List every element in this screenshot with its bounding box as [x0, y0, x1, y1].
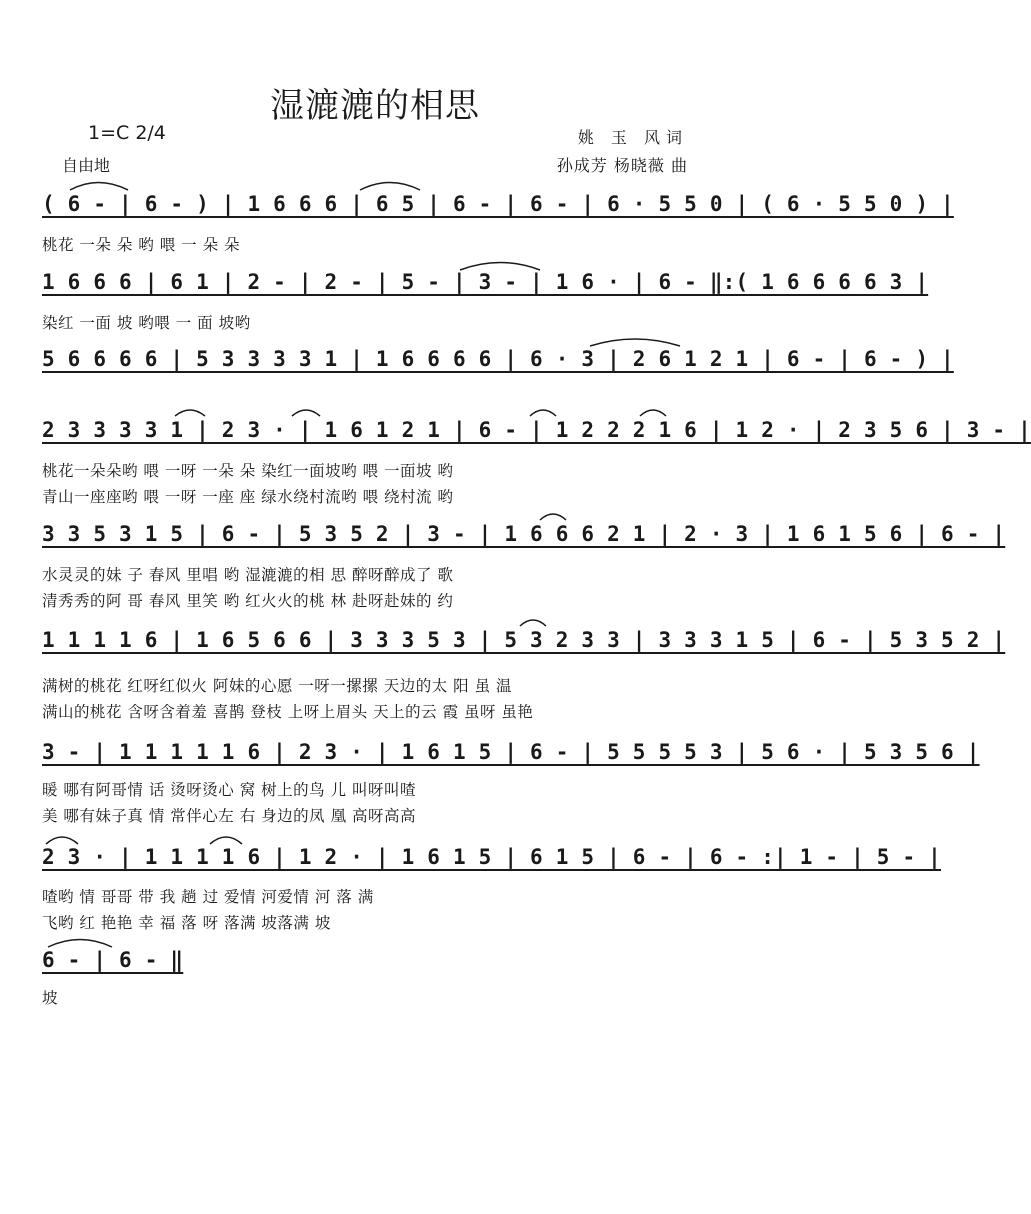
note-line: 5 6 6 6 6 | 5 3 3 3 3 1 | 1 6 6 6 6 | 6 · 3 | 2 6 1 2 1 | 6 - | 6 - ) |: [42, 347, 954, 371]
lyric-line: 满树的桃花 红呀红似火 阿妹的心愿 一呀一摞摞 天边的太 阳 虽 温: [42, 677, 512, 695]
note-line: 2 3 · | 1 1 1 1 6 | 1 2 · | 1 6 1 5 | 6 1 5 | 6 - | 6 - :| 1 - | 5 - |: [42, 845, 942, 869]
song-title: 湿漉漉的相思: [270, 86, 480, 126]
note-line: 2 3 3 3 3 1 | 2 3 · | 1 6 1 2 1 | 6 - | 1 2 2 2 1 6 | 1 2 · | 2 3 5 6 | 3 - |: [42, 418, 1031, 442]
lyric-line: 清秀秀的阿 哥 春风 里笑 哟 红火火的桃 林 赴呀赴妹的 约: [42, 592, 454, 610]
note-line: ( 6 - | 6 - ) | 1 6 6 6 | 6 5 | 6 - | 6 - | 6 · 5 5 0 | ( 6 · 5 5 0 ) |: [42, 192, 954, 216]
note-line: 6 - | 6 - ‖: [42, 948, 184, 972]
lyric-line: 喳哟 情 哥哥 带 我 趟 过 爱情 河爱情 河 落 满: [42, 888, 374, 906]
note-line: 1 6 6 6 | 6 1 | 2 - | 2 - | 5 - | 3 - | 1 6 · | 6 - ‖:( 1 6 6 6 6 3 |: [42, 270, 929, 294]
lyric-line: 桃花 一朵 朵 哟 喂 一 朵 朵: [42, 236, 240, 254]
lyric-line: 满山的桃花 含呀含着羞 喜鹊 登枝 上呀上眉头 天上的云 霞 虽呀 虽艳: [42, 703, 534, 721]
note-line: 3 - | 1 1 1 1 1 6 | 2 3 · | 1 6 1 5 | 6 - | 5 5 5 5 3 | 5 6 · | 5 3 5 6 |: [42, 740, 980, 764]
key-signature: 1=C 2/4: [88, 122, 166, 144]
lyricist-credit: 姚 玉 风词: [577, 128, 688, 147]
lyric-line: 水灵灵的妹 子 春风 里唱 哟 湿漉漉的相 思 醉呀醉成了 歌: [42, 566, 454, 584]
lyric-line: 暖 哪有阿哥情 话 烫呀烫心 窝 树上的鸟 儿 叫呀叫喳: [42, 781, 416, 799]
lyric-line: 美 哪有妹子真 情 常伴心左 右 身边的凤 凰 高呀高高: [42, 807, 416, 825]
lyric-line: 桃花一朵朵哟 喂 一呀 一朵 朵 染红一面坡哟 喂 一面坡 哟: [42, 462, 454, 480]
lyric-line: 染红 一面 坡 哟喂 一 面 坡哟: [42, 314, 251, 332]
tempo-marking: 自由地: [62, 156, 111, 175]
note-line: 1 1 1 1 6 | 1 6 5 6 6 | 3 3 3 5 3 | 5 3 2 3 3 | 3 3 3 1 5 | 6 - | 5 3 5 2 |: [42, 628, 1006, 652]
lyric-line: 青山一座座哟 喂 一呀 一座 座 绿水绕村流哟 喂 绕村流 哟: [42, 488, 454, 506]
note-line: 3 3 5 3 1 5 | 6 - | 5 3 5 2 | 3 - | 1 6 6 6 2 1 | 2 · 3 | 1 6 1 5 6 | 6 - |: [42, 522, 1006, 546]
lyric-line: 坡: [42, 989, 59, 1007]
lyric-line: 飞哟 红 艳艳 幸 福 落 呀 落满 坡落满 坡: [42, 914, 331, 932]
composer-credit: 孙成芳 杨晓薇 曲: [556, 156, 688, 175]
